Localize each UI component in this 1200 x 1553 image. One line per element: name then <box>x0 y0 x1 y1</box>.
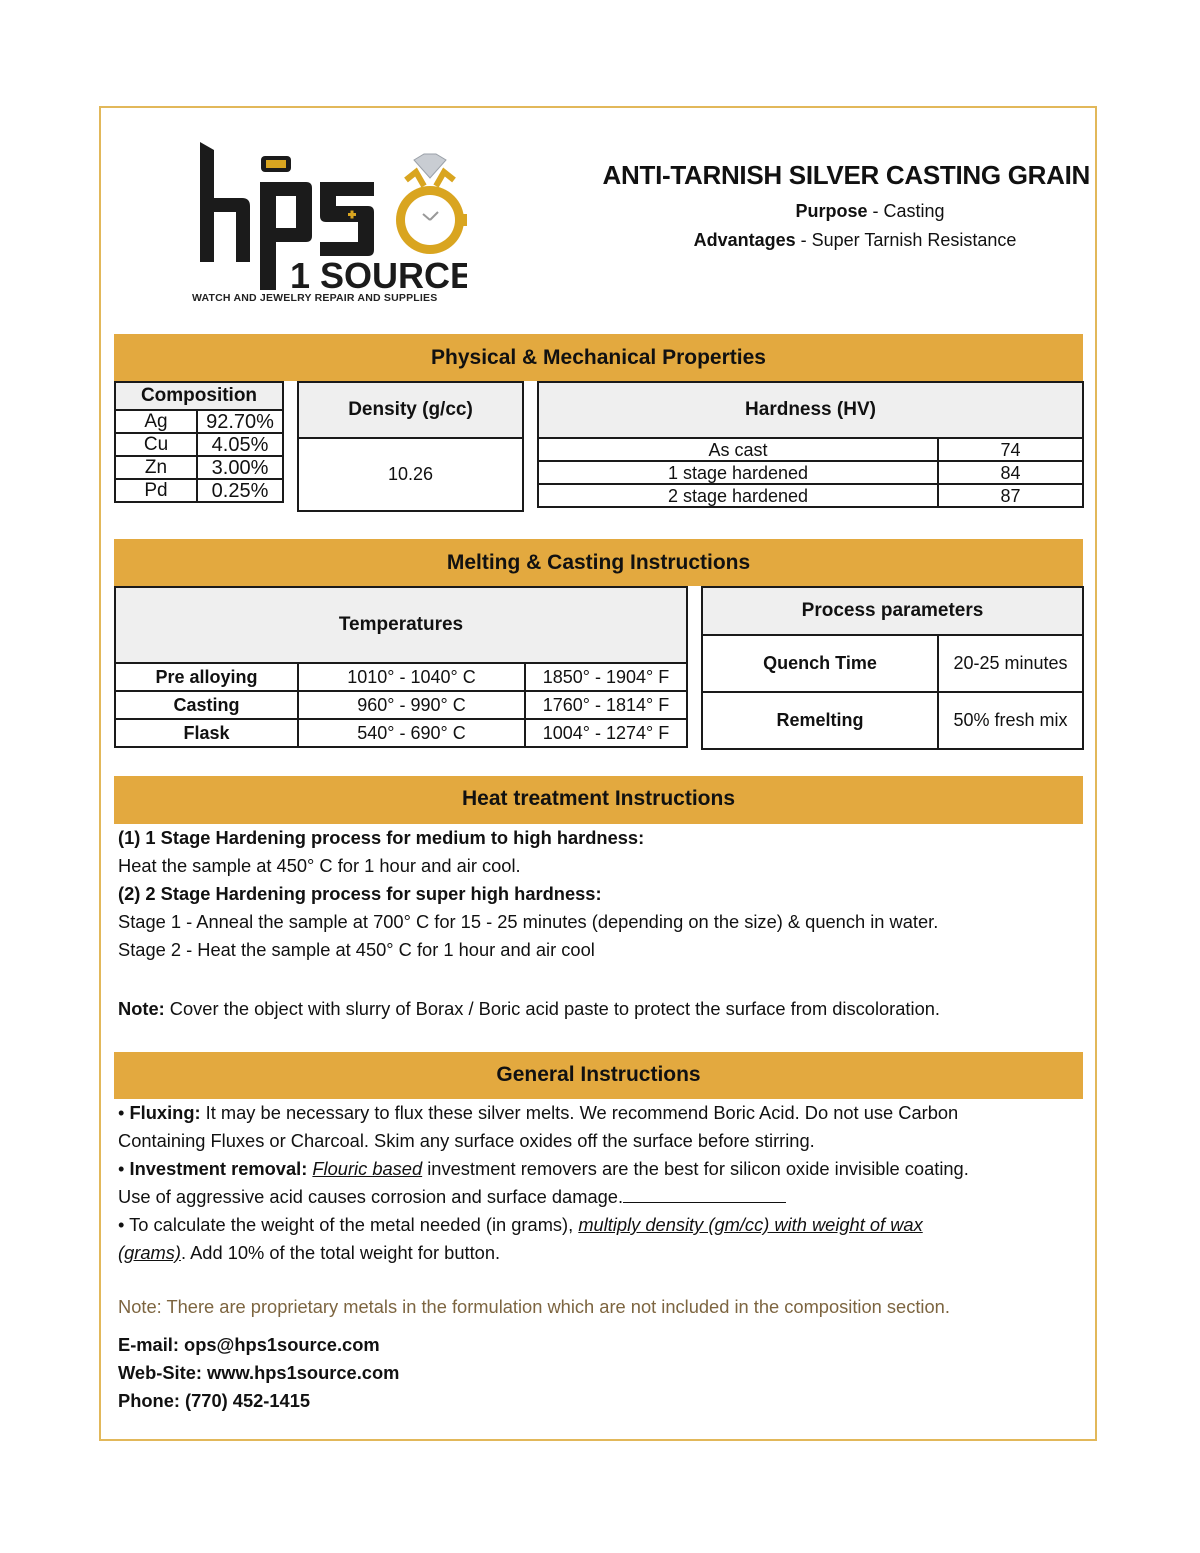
composition-table <box>114 381 284 503</box>
hardness-table <box>537 381 1084 508</box>
percent-cell: 4.05% <box>197 433 283 456</box>
calc-emphasis: multiply density (gm/cc) with weight of wax <box>578 1214 923 1235</box>
company-logo <box>192 140 467 310</box>
table-row <box>115 719 687 747</box>
section-heading-general: General Instructions <box>114 1052 1083 1099</box>
param-cell: Remelting <box>702 692 938 749</box>
section-heading-melting: Melting & Casting Instructions <box>114 539 1083 586</box>
calc-item <box>118 1211 1088 1239</box>
contact-website[interactable]: Web-Site: www.hps1source.com <box>118 1362 400 1383</box>
heat-treatment-body <box>118 824 1088 1023</box>
step1-text: Heat the sample at 450° C for 1 hour and air cool. <box>118 855 521 876</box>
bullet-icon: • <box>118 1102 125 1123</box>
heat-note-text: Cover the object with slurry of Borax / Boric acid paste to protect the surface from discoloration. <box>164 998 940 1019</box>
element-cell: Ag <box>115 410 197 433</box>
param-cell: Quench Time <box>702 635 938 692</box>
purpose-line <box>640 201 1100 222</box>
fluxing-item <box>118 1099 1088 1127</box>
step2-title: (2) 2 Stage Hardening process for super high hardness: <box>118 883 602 904</box>
hardness-value: 84 <box>938 461 1083 484</box>
contact-phone: Phone: (770) 452-1415 <box>118 1390 311 1411</box>
temperatures-header: Temperatures <box>115 587 687 663</box>
density-header: Density (g/cc) <box>298 382 523 438</box>
table-row <box>538 484 1083 507</box>
blank-underline <box>623 1184 786 1203</box>
investment-text-2: Use of aggressive acid causes corrosion and surface damage. <box>118 1186 624 1207</box>
advantages-label: Advantages <box>693 230 796 250</box>
calc-text: To calculate the weight of the metal needed (in grams), <box>124 1214 579 1235</box>
calc-text-cont <box>118 1239 1088 1267</box>
investment-item <box>118 1155 1088 1183</box>
section-heading-heat-treatment: Heat treatment Instructions <box>114 776 1083 824</box>
table-row <box>115 663 687 691</box>
step1-title: (1) 1 Stage Hardening process for medium to high hardness: <box>118 827 645 848</box>
fahrenheit-cell: 1850° - 1904° F <box>525 663 687 691</box>
celsius-cell: 540° - 690° C <box>298 719 525 747</box>
element-cell: Pd <box>115 479 197 502</box>
element-cell: Cu <box>115 433 197 456</box>
fluxing-text: It may be necessary to flux these silver melts. We recommend Boric Acid. Do not use Carbon <box>200 1102 959 1123</box>
condition-cell: As cast <box>538 438 938 461</box>
investment-text: investment removers are the best for silicon oxide invisible coating. <box>422 1158 969 1179</box>
table-row <box>702 692 1083 749</box>
fluxing-label: Fluxing: <box>129 1102 201 1123</box>
table-row <box>115 433 283 456</box>
calc-text-2: . Add 10% of the total weight for button. <box>180 1242 501 1263</box>
fluxing-text-cont: Containing Fluxes or Charcoal. Skim any surface oxides off the surface before stirring. <box>118 1130 815 1151</box>
logo-wordmark: 1 SOURCE <box>290 255 467 290</box>
hardness-header: Hardness (HV) <box>538 382 1083 438</box>
process-parameters-table <box>701 586 1084 750</box>
heat-note-label: Note: <box>118 998 165 1019</box>
celsius-cell: 960° - 990° C <box>298 691 525 719</box>
bullet-icon: • <box>118 1214 125 1235</box>
investment-emphasis: Flouric based <box>312 1158 423 1179</box>
table-row <box>115 479 283 502</box>
element-cell: Zn <box>115 456 197 479</box>
investment-label: Investment removal: <box>129 1158 308 1179</box>
density-value: 10.26 <box>298 438 523 511</box>
stage-cell: Casting <box>115 691 298 719</box>
contact-block <box>118 1331 1088 1415</box>
process-header: Process parameters <box>702 587 1083 635</box>
stage-cell: Pre alloying <box>115 663 298 691</box>
hardness-value: 87 <box>938 484 1083 507</box>
purpose-value: - Casting <box>867 201 945 221</box>
calc-emphasis-2: (grams) <box>118 1242 181 1263</box>
condition-cell: 1 stage hardened <box>538 461 938 484</box>
table-row <box>702 635 1083 692</box>
percent-cell: 0.25% <box>197 479 283 502</box>
purpose-label: Purpose <box>795 201 868 221</box>
table-row <box>538 438 1083 461</box>
density-table <box>297 381 524 512</box>
bullet-icon: • <box>118 1158 125 1179</box>
celsius-cell: 1010° - 1040° C <box>298 663 525 691</box>
table-row <box>115 691 687 719</box>
heat-note <box>118 995 1088 1023</box>
table-row <box>538 461 1083 484</box>
logo-mark-icon <box>192 140 467 290</box>
table-row <box>115 456 283 479</box>
temperatures-table <box>114 586 688 748</box>
hardness-value: 74 <box>938 438 1083 461</box>
investment-text-cont <box>118 1183 1088 1211</box>
percent-cell: 3.00% <box>197 456 283 479</box>
fahrenheit-cell: 1760° - 1814° F <box>525 691 687 719</box>
stage-cell: Flask <box>115 719 298 747</box>
advantages-line <box>620 230 1090 251</box>
fahrenheit-cell: 1004° - 1274° F <box>525 719 687 747</box>
general-instructions-body <box>118 1099 1088 1267</box>
condition-cell: 2 stage hardened <box>538 484 938 507</box>
logo-tagline: WATCH AND JEWELRY REPAIR AND SUPPLIES <box>192 292 438 304</box>
contact-email[interactable]: E-mail: ops@hps1source.com <box>118 1334 380 1355</box>
product-title: ANTI-TARNISH SILVER CASTING GRAIN <box>602 160 1090 190</box>
param-value: 20-25 minutes <box>938 635 1083 692</box>
step2-stage2: Stage 2 - Heat the sample at 450° C for 1 hour and air cool <box>118 939 595 960</box>
section-heading-physical: Physical & Mechanical Properties <box>114 334 1083 381</box>
param-value: 50% fresh mix <box>938 692 1083 749</box>
composition-header: Composition <box>115 382 283 410</box>
advantages-value: - Super Tarnish Resistance <box>795 230 1017 250</box>
percent-cell: 92.70% <box>197 410 283 433</box>
step2-stage1: Stage 1 - Anneal the sample at 700° C for 15 - 25 minutes (depending on the size) & quench in water. <box>118 911 939 932</box>
table-row <box>115 410 283 433</box>
proprietary-note: Note: There are proprietary metals in the formulation which are not included in the composition section. <box>118 1296 950 1317</box>
